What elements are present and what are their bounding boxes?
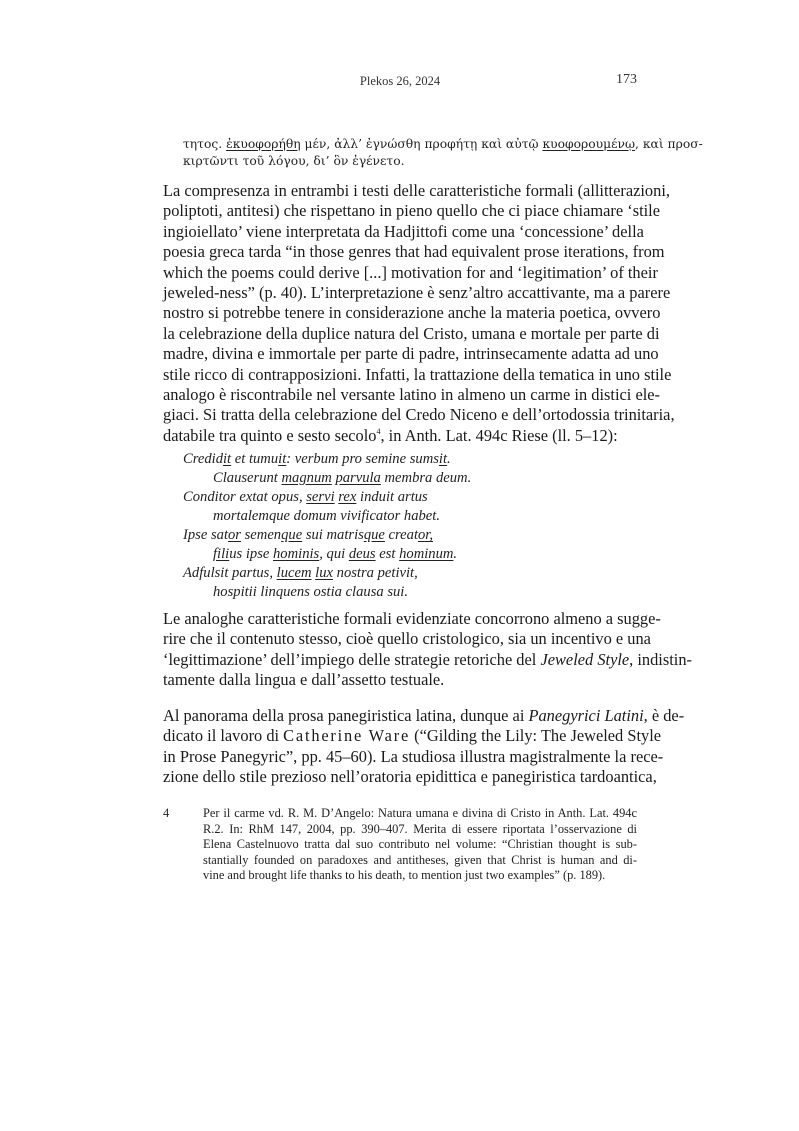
underlined-word: it	[438, 451, 448, 467]
underlined-word: deus	[348, 546, 376, 562]
paragraph-ware	[163, 706, 685, 788]
text-line: stile ricco di contrapposizioni. Infatti, la trattazione della tematica in uno stile	[163, 364, 672, 384]
greek-line: κιρτῶντι τοῦ λόγου, δι’ ὃν ἐγένετο.	[183, 154, 405, 168]
running-header	[163, 74, 637, 92]
pentameter-line: Clauserunt magnum parvula membra deum.	[213, 470, 472, 486]
underlined-word: κυοφορουμένῳ	[542, 137, 636, 151]
hexameter-line: Conditor extat opus, servi rex induit artus	[183, 489, 428, 505]
underlined-word: lux	[315, 565, 334, 581]
underlined-word: lucem	[276, 565, 312, 581]
paragraph-hadjittofi	[163, 181, 675, 446]
underlined-word: ἐκυοφορήθη	[226, 137, 301, 151]
text-line: madre, divina e immortale per parte di padre, intrinsecamente adatta ad uno	[163, 344, 659, 364]
underlined-word: hominis	[273, 546, 320, 562]
footnote-line: Per il carme vd. R. M. D’Angelo: Natura umana e divina di Cristo in Anth. Lat. 494c	[203, 806, 637, 820]
paragraph-analogies	[163, 609, 693, 691]
text-line: rire che il contenuto stesso, cioè quello cristologico, sia un incentivo e una	[163, 629, 651, 649]
underlined-word: it	[223, 451, 232, 467]
text-line: ‘legittimazione’ dell’impiego delle strategie retoriche del Jeweled Style, indistin-	[163, 649, 693, 669]
author-name: Catherine Ware	[283, 726, 411, 746]
hexameter-line: Adfulsit partus, lucem lux nostra petivit,	[183, 565, 418, 581]
latin-verse-quotation	[183, 450, 603, 602]
hexameter-line: Credidit et tumuit: verbum pro semine sumsit.	[183, 451, 451, 467]
text-line: in Prose Panegyric”, pp. 45–60). La studiosa illustra magistralmente la rece-	[163, 746, 664, 766]
greek-quotation	[183, 136, 703, 170]
footnote-number: 4	[163, 806, 170, 820]
underlined-word: or	[228, 527, 241, 543]
text-line: La compresenza in entrambi i testi delle caratteristiche formali (allitterazioni,	[163, 181, 670, 200]
text-line: Le analoghe caratteristiche formali evidenziate concorrono almeno a sugge-	[163, 609, 661, 628]
text-line: which the poems could derive [...] motivation for and ‘legitimation’ of their	[163, 262, 658, 282]
footnote-line: vine and brought life thanks to his death, to mention just two examples” (p. 189).	[203, 868, 606, 883]
footnote-text	[203, 806, 637, 884]
italic-title: Panegyrici Latini	[528, 706, 644, 725]
footnote-line: Elena Castelnuovo tratta dal suo contributo nel volume: “Christian thought is sub-	[203, 837, 637, 852]
pentameter-line: filius ipse hominis, qui deus est hominum.	[213, 546, 458, 562]
pentameter-line: hospitii linquens ostia clausa sui.	[213, 584, 408, 600]
journal-title: Plekos 26, 2024	[359, 74, 441, 88]
underlined-word: or,	[418, 527, 434, 543]
text-line: poesia greca tarda “in those genres that had equivalent prose iterations, from	[163, 242, 665, 262]
footnote-line: stantially founded on paradoxes and antitheses, given that Christ is human and di-	[203, 852, 637, 867]
underlined-word: magnum	[281, 470, 332, 486]
page-number: 173	[616, 72, 637, 87]
text-line: jeweled-ness” (p. 40). L’interpretazione è senz’altro accattivante, ma a parere	[163, 283, 671, 303]
underlined-word: hominum	[399, 546, 454, 562]
pentameter-line: mortalemque domum vivificator habet.	[213, 508, 440, 524]
text-line: analogo è riscontrabile nel versante latino in almeno un carme in distici ele-	[163, 385, 661, 405]
greek-line: τητος. ἐκυοφορήθη μέν, ἀλλ’ ἐγνώσθη προφήτῃ καὶ αὐτῷ κυοφορουμένῳ, καὶ προσ-	[183, 137, 703, 151]
text-line: nostro si potrebbe tenere in considerazione anche la materia poetica, ovvero	[163, 303, 661, 323]
underlined-word: rex	[338, 489, 357, 505]
footnote-reference[interactable]: 4	[376, 426, 381, 436]
text-line: tamente dalla lingua e dall’assetto testuale.	[163, 670, 445, 690]
text-line: dicato il lavoro di Catherine Ware (“Gilding the Lily: The Jeweled Style	[163, 726, 662, 746]
italic-term: Jeweled Style	[540, 649, 630, 669]
underlined-word: servi	[306, 489, 335, 505]
footnote-4	[163, 806, 637, 884]
text-line: la celebrazione della duplice natura del Cristo, umana e mortale per parte di	[163, 323, 660, 343]
underlined-word: fili	[213, 546, 230, 562]
underlined-word: parvula	[335, 470, 381, 486]
text-line: databile tra quinto e sesto secolo$^4$, in Anth. Lat. 494c Riese (ll. 5–12):	[163, 425, 618, 445]
text-line: zione dello stile prezioso nell’oratoria epidittica e panegiristica tardoantica,	[163, 767, 657, 787]
text-line: poliptoti, antitesi) che rispettano in pieno quello che ci piace chiamare ‘stile	[163, 201, 661, 221]
hexameter-line: Ipse sator semenque sui matrisque creator,	[183, 527, 434, 543]
text-line: Al panorama della prosa panegiristica latina, dunque ai Panegyrici Latini, è de-	[163, 706, 685, 725]
text-line: giaci. Si tratta della celebrazione del Credo Niceno e dell’ortodossia trinitaria,	[163, 405, 675, 425]
text-line: ingioiellato’ viene interpretata da Hadjittofi come una ‘concessione’ della	[163, 221, 644, 241]
underlined-word: it	[278, 451, 287, 467]
underlined-word: que	[363, 527, 385, 543]
underlined-word: que	[281, 527, 303, 543]
footnote-line: R.2. In: RhM 147, 2004, pp. 390–407. Merita di essere riportata l’osservazione di	[203, 821, 637, 836]
